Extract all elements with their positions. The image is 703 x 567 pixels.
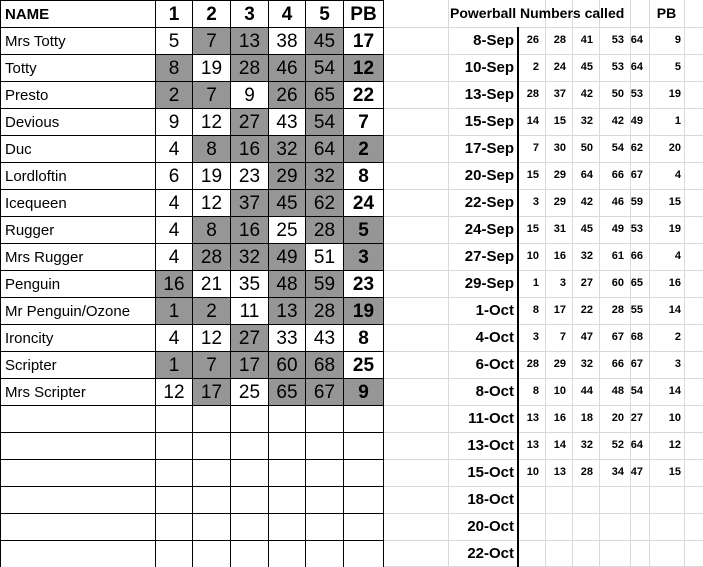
draw-number-cell[interactable]: 2 (532, 61, 539, 73)
draw-number-cell[interactable]: 28 (526, 358, 539, 370)
draw-date-cell[interactable]: 22-Oct (467, 545, 514, 562)
draw-pb-cell[interactable]: 5 (674, 61, 681, 73)
draw-row (0, 459, 703, 486)
player-name-cell[interactable]: Presto (1, 82, 156, 109)
player-name-cell[interactable]: Duc (1, 136, 156, 163)
player-number-cell[interactable]: 8 (193, 136, 231, 163)
draw-number-cell[interactable]: 68 (630, 331, 643, 343)
player-pb-cell[interactable]: 17 (344, 28, 384, 55)
player-number-cell[interactable]: 64 (306, 136, 344, 163)
draw-number-cell[interactable]: 53 (630, 223, 643, 235)
player-number-cell[interactable]: 54 (306, 109, 344, 136)
draw-date-cell[interactable]: 6-Oct (475, 356, 514, 373)
player-name-cell[interactable]: Ironcity (1, 325, 156, 352)
player-number-cell[interactable]: 32 (231, 244, 269, 271)
draw-number-cell[interactable]: 34 (611, 466, 624, 478)
player-number-cell[interactable]: 27 (231, 109, 269, 136)
player-name-cell[interactable]: Mrs Rugger (1, 244, 156, 271)
draw-number-cell[interactable]: 45 (580, 61, 593, 73)
player-number-cell[interactable]: 16 (231, 136, 269, 163)
player-number-cell[interactable]: 1 (156, 298, 193, 325)
player-pb-cell[interactable]: 22 (344, 82, 384, 109)
player-number-cell[interactable]: 28 (231, 55, 269, 82)
player-number-cell[interactable]: 4 (156, 325, 193, 352)
draw-row (0, 513, 703, 540)
draw-date-cell[interactable]: 20-Sep (464, 167, 514, 184)
draw-number-cell[interactable]: 7 (532, 142, 539, 154)
player-number-cell[interactable]: 16 (231, 217, 269, 244)
player-number-cell[interactable]: 13 (269, 298, 306, 325)
player-number-cell[interactable]: 28 (193, 244, 231, 271)
draw-pb-cell[interactable]: 19 (668, 223, 681, 235)
draw-number-cell[interactable]: 47 (580, 331, 593, 343)
draw-number-cell[interactable]: 28 (526, 88, 539, 100)
player-number-cell[interactable]: 43 (269, 109, 306, 136)
player-number-cell[interactable]: 45 (306, 28, 344, 55)
draw-pb-cell[interactable]: 15 (668, 196, 681, 208)
player-number-cell[interactable]: 54 (306, 55, 344, 82)
player-number-cell[interactable]: 7 (193, 82, 231, 109)
player-number-cell[interactable]: 12 (193, 325, 231, 352)
draw-number-cell[interactable]: 26 (526, 34, 539, 46)
draw-number-cell[interactable]: 16 (553, 250, 566, 262)
player-name-cell[interactable]: Scripter (1, 352, 156, 379)
draw-number-cell[interactable]: 30 (553, 142, 566, 154)
draw-number-cell[interactable]: 15 (526, 169, 539, 181)
draw-number-cell[interactable]: 44 (580, 385, 593, 397)
draw-number-cell[interactable]: 15 (526, 223, 539, 235)
player-number-cell[interactable]: 8 (156, 55, 193, 82)
draw-number-cell[interactable]: 53 (611, 61, 624, 73)
player-pb-cell[interactable]: 8 (344, 163, 384, 190)
draw-number-cell[interactable]: 29 (553, 358, 566, 370)
draw-number-cell[interactable]: 48 (611, 385, 624, 397)
column-header-4[interactable]: 4 (269, 1, 306, 28)
player-number-cell[interactable]: 32 (269, 136, 306, 163)
draw-number-cell[interactable]: 10 (526, 466, 539, 478)
draw-date-cell[interactable]: 4-Oct (475, 329, 514, 346)
draw-number-cell[interactable]: 7 (559, 331, 566, 343)
draw-number-cell[interactable]: 42 (580, 88, 593, 100)
player-number-cell[interactable]: 2 (156, 82, 193, 109)
player-number-cell[interactable]: 65 (306, 82, 344, 109)
draw-row (0, 405, 703, 432)
draw-date-cell[interactable]: 24-Sep (464, 221, 514, 238)
player-number-cell[interactable]: 1 (156, 352, 193, 379)
draw-number-cell[interactable]: 18 (580, 412, 593, 424)
draw-date-cell[interactable]: 20-Oct (467, 518, 514, 535)
player-number-cell[interactable]: 45 (269, 190, 306, 217)
draw-number-cell[interactable]: 27 (630, 412, 643, 424)
draw-pb-cell[interactable]: 20 (668, 142, 681, 154)
draw-row (0, 351, 703, 378)
draw-number-cell[interactable]: 14 (526, 115, 539, 127)
player-number-cell[interactable]: 65 (269, 379, 306, 406)
draw-number-cell[interactable]: 50 (580, 142, 593, 154)
draw-row (0, 324, 703, 351)
player-number-cell[interactable]: 49 (269, 244, 306, 271)
column-header-3[interactable]: 3 (231, 1, 269, 28)
draw-number-cell[interactable]: 1 (532, 277, 539, 289)
draw-number-cell[interactable]: 41 (580, 34, 593, 46)
draw-row (0, 189, 703, 216)
draw-number-cell[interactable]: 32 (580, 250, 593, 262)
draw-date-cell[interactable]: 8-Sep (473, 32, 514, 49)
draw-number-cell[interactable]: 20 (611, 412, 624, 424)
draw-number-cell[interactable]: 3 (559, 277, 566, 289)
draw-number-cell[interactable]: 13 (526, 439, 539, 451)
draw-number-cell[interactable]: 8 (532, 304, 539, 316)
player-number-cell[interactable]: 16 (156, 271, 193, 298)
draw-number-cell[interactable]: 64 (630, 34, 643, 46)
draw-number-cell[interactable]: 66 (630, 250, 643, 262)
draw-pb-cell[interactable]: 15 (668, 466, 681, 478)
draw-row (0, 540, 703, 567)
draw-number-cell[interactable]: 66 (611, 169, 624, 181)
player-number-cell[interactable]: 12 (156, 379, 193, 406)
draw-number-cell[interactable]: 65 (630, 277, 643, 289)
draw-row (0, 27, 703, 54)
draw-number-cell[interactable]: 3 (532, 331, 539, 343)
column-header-1[interactable]: 1 (156, 1, 193, 28)
player-name-cell[interactable]: Totty (1, 55, 156, 82)
player-pb-cell[interactable]: 3 (344, 244, 384, 271)
draw-number-cell[interactable]: 47 (630, 466, 643, 478)
player-number-cell[interactable]: 26 (269, 82, 306, 109)
draw-number-cell[interactable]: 64 (580, 169, 593, 181)
draw-number-cell[interactable]: 37 (553, 88, 566, 100)
player-number-cell[interactable]: 8 (193, 217, 231, 244)
players-header-row (1, 1, 384, 28)
player-number-cell[interactable]: 2 (193, 298, 231, 325)
player-name-cell[interactable]: Icequeen (1, 190, 156, 217)
draw-date-cell[interactable]: 1-Oct (475, 302, 514, 319)
draw-date-cell[interactable]: 15-Sep (464, 113, 514, 130)
draw-pb-cell[interactable]: 14 (668, 385, 681, 397)
draw-pb-cell[interactable]: 2 (674, 331, 681, 343)
draw-number-cell[interactable]: 28 (611, 304, 624, 316)
player-name-cell[interactable]: Devious (1, 109, 156, 136)
player-name-cell[interactable]: Mr Penguin/Ozone (1, 298, 156, 325)
player-number-cell[interactable]: 4 (156, 244, 193, 271)
player-number-cell[interactable]: 21 (193, 271, 231, 298)
draw-number-cell[interactable]: 67 (630, 358, 643, 370)
draw-pb-cell[interactable]: 4 (674, 250, 681, 262)
draw-number-cell[interactable]: 22 (580, 304, 593, 316)
draw-number-cell[interactable]: 13 (526, 412, 539, 424)
player-number-cell[interactable]: 62 (306, 190, 344, 217)
powerball-called-title[interactable]: Powerball Numbers called (450, 5, 625, 21)
draw-number-cell[interactable]: 53 (611, 34, 624, 46)
player-pb-cell[interactable]: 12 (344, 55, 384, 82)
player-number-cell[interactable]: 37 (231, 190, 269, 217)
draw-date-cell[interactable]: 18-Oct (467, 491, 514, 508)
draw-number-cell[interactable]: 32 (580, 439, 593, 451)
player-number-cell[interactable]: 11 (231, 298, 269, 325)
draw-row (0, 297, 703, 324)
column-header-5[interactable]: 5 (306, 1, 344, 28)
draw-pb-cell[interactable]: 10 (668, 412, 681, 424)
player-number-cell[interactable]: 5 (156, 28, 193, 55)
player-number-cell[interactable]: 6 (156, 163, 193, 190)
draw-date-cell[interactable]: 17-Sep (464, 140, 514, 157)
player-number-cell[interactable]: 19 (193, 163, 231, 190)
draw-row (0, 216, 703, 243)
draw-date-cell[interactable]: 13-Sep (464, 86, 514, 103)
draw-pb-cell[interactable]: 3 (674, 358, 681, 370)
draw-number-cell[interactable]: 8 (532, 385, 539, 397)
player-pb-cell[interactable]: 5 (344, 217, 384, 244)
player-name-cell[interactable]: Rugger (1, 217, 156, 244)
player-number-cell[interactable]: 7 (193, 28, 231, 55)
player-number-cell[interactable]: 46 (269, 55, 306, 82)
player-number-cell[interactable]: 51 (306, 244, 344, 271)
draw-date-cell[interactable]: 8-Oct (475, 383, 514, 400)
column-header-pb[interactable]: PB (344, 1, 384, 28)
draw-date-cell[interactable]: 11-Oct (468, 410, 514, 427)
draw-number-cell[interactable]: 32 (580, 358, 593, 370)
draw-number-cell[interactable]: 60 (611, 277, 624, 289)
draw-row (0, 243, 703, 270)
draw-number-cell[interactable]: 52 (611, 439, 624, 451)
draw-date-cell[interactable]: 29-Sep (464, 275, 514, 292)
player-number-cell[interactable]: 48 (269, 271, 306, 298)
player-number-cell[interactable]: 29 (269, 163, 306, 190)
player-number-cell[interactable]: 4 (156, 136, 193, 163)
draw-number-cell[interactable]: 31 (553, 223, 566, 235)
draw-row (0, 486, 703, 513)
player-name-cell[interactable]: Lordloftin (1, 163, 156, 190)
draw-number-cell[interactable]: 10 (553, 385, 566, 397)
player-number-cell[interactable]: 59 (306, 271, 344, 298)
player-number-cell[interactable]: 17 (231, 352, 269, 379)
player-name-cell[interactable]: Mrs Scripter (1, 379, 156, 406)
player-number-cell[interactable]: 12 (193, 109, 231, 136)
player-pb-cell[interactable]: 19 (344, 298, 384, 325)
draw-number-cell[interactable]: 49 (611, 223, 624, 235)
draw-row (0, 108, 703, 135)
draw-number-cell[interactable]: 46 (611, 196, 624, 208)
draw-row (0, 135, 703, 162)
player-number-cell[interactable]: 7 (193, 352, 231, 379)
draw-number-cell[interactable]: 27 (580, 277, 593, 289)
player-pb-cell[interactable]: 9 (344, 379, 384, 406)
draw-number-cell[interactable]: 15 (553, 115, 566, 127)
player-number-cell[interactable]: 38 (269, 28, 306, 55)
player-name-cell[interactable]: Penguin (1, 271, 156, 298)
draw-number-cell[interactable]: 28 (580, 466, 593, 478)
draw-date-cell[interactable]: 15-Oct (467, 464, 514, 481)
draw-pb-cell[interactable]: 12 (668, 439, 681, 451)
draw-number-cell[interactable]: 42 (580, 196, 593, 208)
draw-number-cell[interactable]: 55 (630, 304, 643, 316)
draw-number-cell[interactable]: 32 (580, 115, 593, 127)
draw-date-cell[interactable]: 27-Sep (464, 248, 514, 265)
draw-pb-cell[interactable]: 4 (674, 169, 681, 181)
draw-row (0, 54, 703, 81)
draw-number-cell[interactable]: 64 (630, 61, 643, 73)
draw-row (0, 162, 703, 189)
player-number-cell[interactable]: 28 (306, 298, 344, 325)
draw-row (0, 81, 703, 108)
player-number-cell[interactable]: 32 (306, 163, 344, 190)
draw-number-cell[interactable]: 17 (553, 304, 566, 316)
player-pb-cell[interactable]: 8 (344, 325, 384, 352)
player-number-cell[interactable]: 25 (231, 379, 269, 406)
draw-number-cell[interactable]: 3 (532, 196, 539, 208)
draw-row (0, 432, 703, 459)
draw-number-cell[interactable]: 66 (611, 358, 624, 370)
draw-number-cell[interactable]: 53 (630, 88, 643, 100)
draw-number-cell[interactable]: 14 (553, 439, 566, 451)
player-number-cell[interactable]: 4 (156, 217, 193, 244)
player-number-cell[interactable]: 33 (269, 325, 306, 352)
player-number-cell[interactable]: 23 (231, 163, 269, 190)
draw-number-cell[interactable]: 62 (630, 142, 643, 154)
player-number-cell[interactable]: 28 (306, 217, 344, 244)
player-number-cell[interactable]: 25 (269, 217, 306, 244)
draw-number-cell[interactable]: 29 (553, 196, 566, 208)
draw-number-cell[interactable]: 45 (580, 223, 593, 235)
player-number-cell[interactable]: 4 (156, 190, 193, 217)
name-column-header[interactable]: NAME (1, 1, 156, 28)
draw-number-cell[interactable]: 24 (553, 61, 566, 73)
draw-pb-cell[interactable]: 14 (668, 304, 681, 316)
draw-pb-cell[interactable]: 16 (668, 277, 681, 289)
player-number-cell[interactable]: 12 (193, 190, 231, 217)
draw-number-cell[interactable]: 42 (611, 115, 624, 127)
player-number-cell[interactable]: 68 (306, 352, 344, 379)
player-number-cell[interactable]: 67 (306, 379, 344, 406)
draw-row (0, 270, 703, 297)
draw-number-cell[interactable]: 13 (553, 466, 566, 478)
draw-number-cell[interactable]: 29 (553, 169, 566, 181)
column-header-2[interactable]: 2 (193, 1, 231, 28)
player-number-cell[interactable]: 19 (193, 55, 231, 82)
draw-number-cell[interactable]: 64 (630, 439, 643, 451)
player-number-cell[interactable]: 43 (306, 325, 344, 352)
draw-number-cell[interactable]: 28 (553, 34, 566, 46)
player-pb-cell[interactable]: 25 (344, 352, 384, 379)
player-pb-cell[interactable]: 2 (344, 136, 384, 163)
draw-number-cell[interactable]: 59 (630, 196, 643, 208)
draw-date-cell[interactable]: 22-Sep (464, 194, 514, 211)
draw-number-cell[interactable]: 54 (630, 385, 643, 397)
draw-number-cell[interactable]: 61 (611, 250, 624, 262)
draw-number-cell[interactable]: 50 (611, 88, 624, 100)
player-pb-cell[interactable]: 23 (344, 271, 384, 298)
player-pb-cell[interactable]: 24 (344, 190, 384, 217)
player-name-cell[interactable]: Mrs Totty (1, 28, 156, 55)
draw-number-cell[interactable]: 54 (611, 142, 624, 154)
draw-row (0, 378, 703, 405)
draw-date-cell[interactable]: 13-Oct (467, 437, 514, 454)
player-number-cell[interactable]: 17 (193, 379, 231, 406)
draw-date-cell[interactable]: 10-Sep (464, 59, 514, 76)
draw-number-cell[interactable]: 67 (611, 331, 624, 343)
draw-number-cell[interactable]: 10 (526, 250, 539, 262)
player-number-cell[interactable]: 9 (231, 82, 269, 109)
player-number-cell[interactable]: 27 (231, 325, 269, 352)
draw-pb-cell[interactable]: 19 (668, 88, 681, 100)
player-number-cell[interactable]: 9 (156, 109, 193, 136)
player-number-cell[interactable]: 13 (231, 28, 269, 55)
draw-pb-cell[interactable]: 1 (674, 115, 681, 127)
draw-number-cell[interactable]: 16 (553, 412, 566, 424)
draw-number-cell[interactable]: 49 (630, 115, 643, 127)
player-number-cell[interactable]: 35 (231, 271, 269, 298)
player-number-cell[interactable]: 60 (269, 352, 306, 379)
draw-number-cell[interactable]: 67 (630, 169, 643, 181)
pb-column-header[interactable]: PB (656, 5, 677, 21)
player-pb-cell[interactable]: 7 (344, 109, 384, 136)
draw-pb-cell[interactable]: 9 (674, 34, 681, 46)
